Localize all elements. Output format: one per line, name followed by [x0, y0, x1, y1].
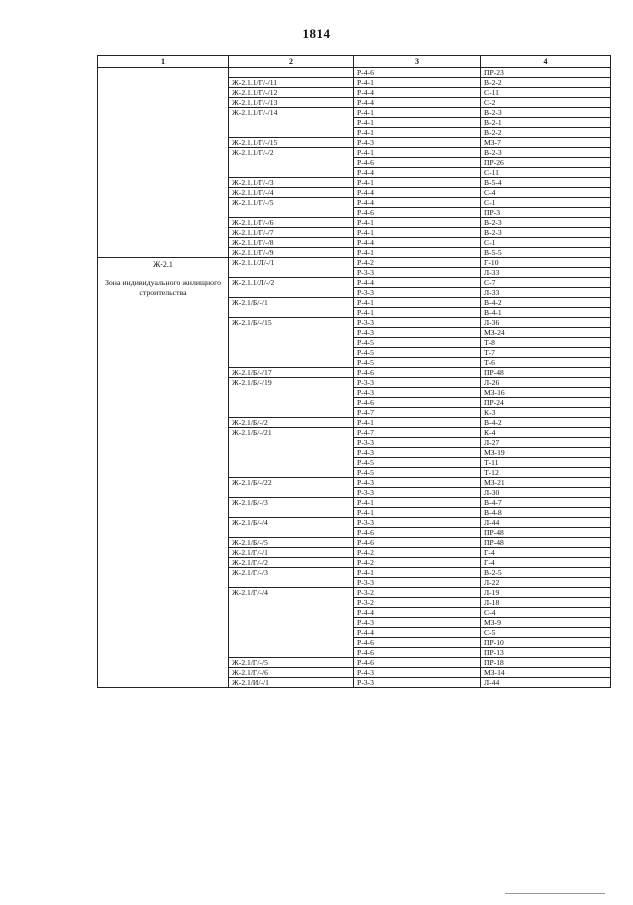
object-cell: ПР-48 [481, 368, 611, 378]
object-cell: Т-8 [481, 338, 611, 348]
regulation-cell: Р-4-5 [354, 358, 481, 368]
object-cell: Л-18 [481, 598, 611, 608]
object-cell: К-3 [481, 408, 611, 418]
regulation-cell: Р-4-4 [354, 628, 481, 638]
table-row [98, 208, 611, 218]
object-cell: ПР-18 [481, 658, 611, 668]
object-cell: Л-33 [481, 288, 611, 298]
table-row [98, 218, 611, 228]
object-cell: В-4-2 [481, 298, 611, 308]
object-cell: В-2-1 [481, 118, 611, 128]
object-cell: С-11 [481, 88, 611, 98]
territory-code-cell [229, 168, 354, 178]
table-row [98, 108, 611, 118]
object-cell: С-2 [481, 98, 611, 108]
territory-code-cell [229, 358, 354, 368]
object-cell: К-4 [481, 428, 611, 438]
table-row [98, 88, 611, 98]
regulation-cell: Р-4-1 [354, 218, 481, 228]
regulation-cell: Р-4-4 [354, 198, 481, 208]
zone-cell [98, 188, 229, 198]
territory-code-cell: Ж-2.1.1/Г/-/2 [229, 148, 354, 158]
footer-rule [505, 893, 605, 894]
regulation-cell: Р-4-4 [354, 278, 481, 288]
territory-code-cell: Ж-2.1.1/Г/-/13 [229, 98, 354, 108]
regulation-cell: Р-4-5 [354, 348, 481, 358]
territory-code-cell: Ж-2.1.1/Г/-/5 [229, 198, 354, 208]
zone-name: Зона индивидуального жилищного строительства [105, 278, 221, 297]
table-row [98, 168, 611, 178]
object-cell: ПР-48 [481, 538, 611, 548]
regulation-cell: Р-4-2 [354, 548, 481, 558]
territory-code-cell: Ж-2.1/Б/-/2 [229, 418, 354, 428]
territory-code-cell [229, 68, 354, 78]
regulation-cell: Р-4-6 [354, 658, 481, 668]
object-cell: ПР-3 [481, 208, 611, 218]
zone-cell [98, 98, 229, 108]
regulation-cell: Р-4-5 [354, 468, 481, 478]
territory-code-cell: Ж-2.1/Б/-/4 [229, 518, 354, 528]
table-row [98, 68, 611, 78]
zone-cell [98, 148, 229, 158]
regulation-cell: Р-3-3 [354, 518, 481, 528]
object-cell: Л-19 [481, 588, 611, 598]
header-row [98, 56, 611, 68]
territory-code-cell: Ж-2.1.1/Л/-/2 [229, 278, 354, 288]
zone-cell [98, 218, 229, 228]
territory-code-cell [229, 638, 354, 648]
territory-code-cell [229, 648, 354, 658]
object-cell: ПР-48 [481, 528, 611, 538]
territory-code-cell: Ж-2.1.1/Г/-/4 [229, 188, 354, 198]
territory-code-cell [229, 578, 354, 588]
table-row [98, 258, 611, 268]
regulation-cell: Р-3-3 [354, 488, 481, 498]
object-cell: МЗ-21 [481, 478, 611, 488]
regulation-cell: Р-4-6 [354, 638, 481, 648]
object-cell: В-2-2 [481, 128, 611, 138]
territory-code-cell: Ж-2.1/Б/-/5 [229, 538, 354, 548]
table-row [98, 198, 611, 208]
object-cell: В-4-7 [481, 498, 611, 508]
territory-code-cell [229, 398, 354, 408]
table-row [98, 228, 611, 238]
zone-cell [98, 178, 229, 188]
regulation-cell: Р-3-2 [354, 588, 481, 598]
regulation-cell: Р-4-6 [354, 648, 481, 658]
regulation-cell: Р-4-6 [354, 208, 481, 218]
territory-code-cell [229, 128, 354, 138]
territory-code-cell: Ж-2.1/Г/-/4 [229, 588, 354, 598]
territory-code-cell: Ж-2.1/Б/-/21 [229, 428, 354, 438]
table-row [98, 248, 611, 258]
regulation-cell: Р-4-6 [354, 528, 481, 538]
regulation-cell: Р-4-7 [354, 428, 481, 438]
regulation-cell: Р-4-4 [354, 168, 481, 178]
territory-code-cell: Ж-2.1/Б/-/19 [229, 378, 354, 388]
regulation-cell: Р-4-4 [354, 88, 481, 98]
regulation-cell: Р-4-1 [354, 108, 481, 118]
territory-code-cell [229, 338, 354, 348]
territory-code-cell: Ж-2.1.1/Г/-/6 [229, 218, 354, 228]
territory-code-cell [229, 618, 354, 628]
zone-cell [98, 158, 229, 168]
territory-code-cell: Ж-2.1/Г/-/2 [229, 558, 354, 568]
territory-code-cell: Ж-2.1.1/Г/-/14 [229, 108, 354, 118]
territory-code-cell [229, 458, 354, 468]
territory-code-cell: Ж-2.1/Б/-/17 [229, 368, 354, 378]
zone-cell [98, 88, 229, 98]
territory-code-cell: Ж-2.1/Г/-/3 [229, 568, 354, 578]
regulation-cell: Р-4-1 [354, 568, 481, 578]
regulation-cell: Р-4-1 [354, 508, 481, 518]
zone-cell [98, 228, 229, 238]
object-cell: С-1 [481, 238, 611, 248]
territory-code-cell: Ж-2.1/Г/-/6 [229, 668, 354, 678]
object-cell: МЗ-19 [481, 448, 611, 458]
object-cell: Г-4 [481, 548, 611, 558]
object-cell: Л-33 [481, 268, 611, 278]
territory-code-cell: Ж-2.1.1/Г/-/3 [229, 178, 354, 188]
table-row [98, 138, 611, 148]
territory-code-cell [229, 328, 354, 338]
zone-cell [98, 118, 229, 128]
regulation-cell: Р-4-1 [354, 418, 481, 428]
object-cell: Л-27 [481, 438, 611, 448]
territory-code-cell [229, 118, 354, 128]
object-cell: Г-4 [481, 558, 611, 568]
territory-code-cell [229, 288, 354, 298]
territory-code-cell [229, 468, 354, 478]
regulation-cell: Р-4-4 [354, 238, 481, 248]
regulation-cell: Р-4-6 [354, 368, 481, 378]
regulation-cell: Р-4-2 [354, 558, 481, 568]
territory-code-cell [229, 438, 354, 448]
object-cell: Л-44 [481, 518, 611, 528]
regulation-cell: Р-4-1 [354, 128, 481, 138]
regulation-cell: Р-3-3 [354, 678, 481, 688]
territory-code-cell [229, 268, 354, 278]
zone-cell [98, 208, 229, 218]
object-cell: В-2-3 [481, 228, 611, 238]
object-cell: Т-7 [481, 348, 611, 358]
object-cell: Л-26 [481, 378, 611, 388]
object-cell: С-5 [481, 628, 611, 638]
object-cell: ПР-24 [481, 398, 611, 408]
table-row [98, 128, 611, 138]
zoning-table-container [97, 55, 610, 688]
regulation-cell: Р-3-3 [354, 578, 481, 588]
territory-code-cell: Ж-2.1.1/Г/-/7 [229, 228, 354, 238]
territory-code-cell [229, 158, 354, 168]
territory-code-cell: Ж-2.1/Б/-/22 [229, 478, 354, 488]
zone-cell [98, 128, 229, 138]
territory-code-cell [229, 508, 354, 518]
territory-code-cell: Ж-2.1.1/Г/-/8 [229, 238, 354, 248]
territory-code-cell: Ж-2.1.1/Г/-/12 [229, 88, 354, 98]
zone-cell [98, 238, 229, 248]
regulation-cell: Р-4-3 [354, 448, 481, 458]
regulation-cell: Р-3-2 [354, 598, 481, 608]
territory-code-cell [229, 488, 354, 498]
object-cell: В-2-2 [481, 78, 611, 88]
object-cell: С-1 [481, 198, 611, 208]
object-cell: МЗ-9 [481, 618, 611, 628]
territory-code-cell [229, 628, 354, 638]
table-row [98, 148, 611, 158]
territory-code-cell: Ж-2.1.1/Г/-/9 [229, 248, 354, 258]
regulation-cell: Р-4-3 [354, 388, 481, 398]
object-cell: Т-6 [481, 358, 611, 368]
object-cell: В-2-3 [481, 148, 611, 158]
territory-code-cell: Ж-2.1/Б/-/15 [229, 318, 354, 328]
object-cell: Л-44 [481, 678, 611, 688]
table-row [98, 98, 611, 108]
header-col-3: 3 [354, 56, 481, 68]
object-cell: Л-36 [481, 318, 611, 328]
territory-code-cell: Ж-2.1.1/Г/-/11 [229, 78, 354, 88]
regulation-cell: Р-3-3 [354, 288, 481, 298]
regulation-cell: Р-4-5 [354, 338, 481, 348]
object-cell: МЗ-24 [481, 328, 611, 338]
zoning-table [97, 55, 611, 688]
regulation-cell: Р-4-3 [354, 478, 481, 488]
regulation-cell: Р-3-3 [354, 378, 481, 388]
object-cell: С-4 [481, 608, 611, 618]
territory-code-cell [229, 598, 354, 608]
regulation-cell: Р-4-1 [354, 248, 481, 258]
territory-code-cell: Ж-2.1/Г/-/5 [229, 658, 354, 668]
object-cell: В-2-5 [481, 568, 611, 578]
object-cell: Л-30 [481, 488, 611, 498]
regulation-cell: Р-4-1 [354, 298, 481, 308]
territory-code-cell [229, 608, 354, 618]
header-col-1: 1 [98, 56, 229, 68]
table-row [98, 118, 611, 128]
regulation-cell: Р-3-3 [354, 318, 481, 328]
regulation-cell: Р-4-4 [354, 98, 481, 108]
regulation-cell: Р-4-6 [354, 538, 481, 548]
object-cell: В-5-4 [481, 178, 611, 188]
table-body [98, 68, 611, 688]
object-cell: В-2-3 [481, 108, 611, 118]
regulation-cell: Р-4-1 [354, 178, 481, 188]
header-col-2: 2 [229, 56, 354, 68]
object-cell: ПР-23 [481, 68, 611, 78]
table-row [98, 188, 611, 198]
object-cell: В-4-1 [481, 308, 611, 318]
object-cell: В-4-8 [481, 508, 611, 518]
zone-cell [98, 138, 229, 148]
regulation-cell: Р-4-1 [354, 78, 481, 88]
object-cell: В-2-3 [481, 218, 611, 228]
object-cell: Т-12 [481, 468, 611, 478]
regulation-cell: Р-4-3 [354, 668, 481, 678]
territory-code-cell: Ж-2.1/И/-/1 [229, 678, 354, 688]
object-cell: Л-22 [481, 578, 611, 588]
object-cell: С-11 [481, 168, 611, 178]
object-cell: ПР-26 [481, 158, 611, 168]
territory-code-cell: Ж-2.1/Б/-/1 [229, 298, 354, 308]
territory-code-cell: Ж-2.1/Б/-/3 [229, 498, 354, 508]
regulation-cell: Р-4-1 [354, 118, 481, 128]
object-cell: МЗ-14 [481, 668, 611, 678]
regulation-cell: Р-4-4 [354, 608, 481, 618]
territory-code-cell [229, 308, 354, 318]
regulation-cell: Р-4-3 [354, 618, 481, 628]
territory-code-cell [229, 408, 354, 418]
object-cell: МЗ-16 [481, 388, 611, 398]
regulation-cell: Р-4-2 [354, 258, 481, 268]
object-cell: С-7 [481, 278, 611, 288]
regulation-cell: Р-4-6 [354, 68, 481, 78]
regulation-cell: Р-4-4 [354, 188, 481, 198]
regulation-cell: Р-4-5 [354, 458, 481, 468]
zone-cell [98, 68, 229, 78]
object-cell: ПР-10 [481, 638, 611, 648]
object-cell: В-5-5 [481, 248, 611, 258]
zone-code: Ж-2.1 [153, 260, 173, 269]
territory-code-cell: Ж-2.1.1/Г/-/15 [229, 138, 354, 148]
zone-cell [98, 198, 229, 208]
regulation-cell: Р-4-1 [354, 148, 481, 158]
territory-code-cell [229, 448, 354, 458]
regulation-cell: Р-4-3 [354, 138, 481, 148]
zone-cell [98, 258, 229, 688]
page-number: 1814 [302, 26, 331, 41]
regulation-cell: Р-4-7 [354, 408, 481, 418]
header-col-4: 4 [481, 56, 611, 68]
table-row [98, 178, 611, 188]
object-cell: Т-11 [481, 458, 611, 468]
object-cell: ПР-13 [481, 648, 611, 658]
territory-code-cell [229, 528, 354, 538]
object-cell: В-4-2 [481, 418, 611, 428]
territory-code-cell [229, 388, 354, 398]
zone-cell [98, 108, 229, 118]
regulation-cell: Р-3-3 [354, 268, 481, 278]
zone-cell [98, 78, 229, 88]
regulation-cell: Р-4-1 [354, 308, 481, 318]
regulation-cell: Р-4-1 [354, 498, 481, 508]
territory-code-cell [229, 208, 354, 218]
regulation-cell: Р-4-6 [354, 158, 481, 168]
object-cell: МЗ-7 [481, 138, 611, 148]
regulation-cell: Р-4-6 [354, 398, 481, 408]
territory-code-cell: Ж-2.1/Г/-/1 [229, 548, 354, 558]
zone-cell [98, 248, 229, 258]
zone-cell [98, 168, 229, 178]
object-cell: Г-10 [481, 258, 611, 268]
table-row [98, 158, 611, 168]
territory-code-cell [229, 348, 354, 358]
table-row [98, 238, 611, 248]
regulation-cell: Р-4-1 [354, 228, 481, 238]
regulation-cell: Р-4-3 [354, 328, 481, 338]
object-cell: С-4 [481, 188, 611, 198]
regulation-cell: Р-3-3 [354, 438, 481, 448]
territory-code-cell: Ж-2.1.1/Л/-/1 [229, 258, 354, 268]
table-row [98, 78, 611, 88]
